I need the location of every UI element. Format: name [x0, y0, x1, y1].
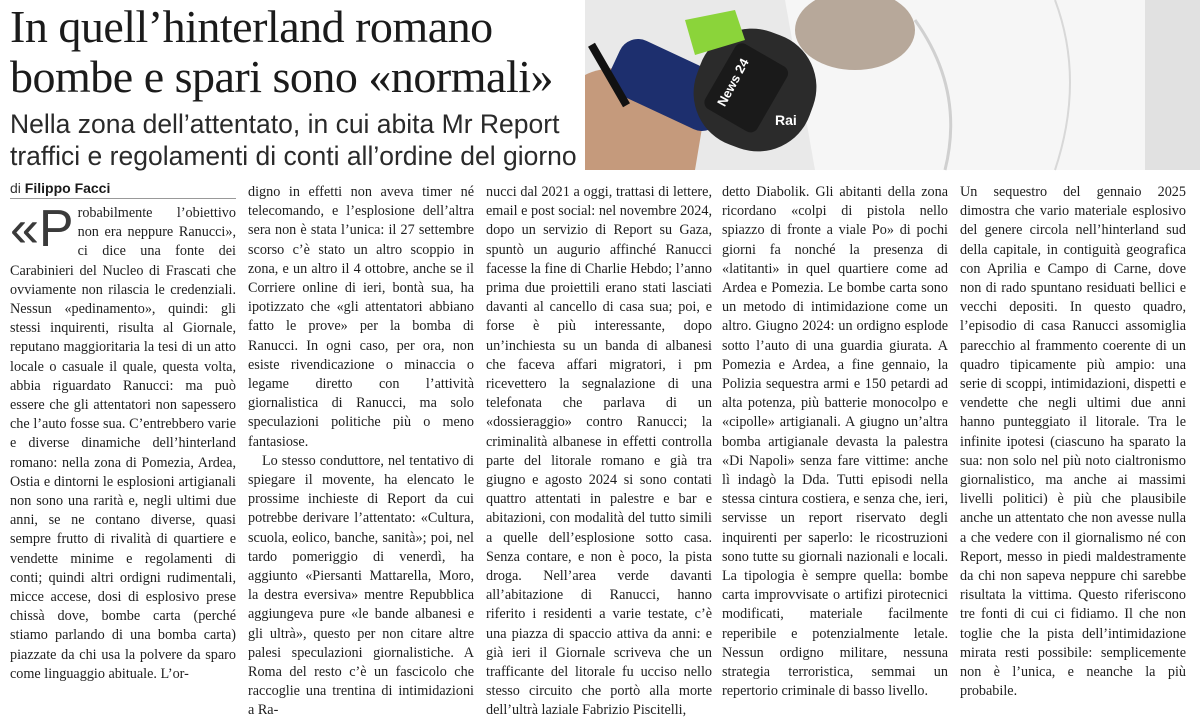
dropcap-quote: « [10, 200, 39, 258]
photo-illustration [585, 0, 1200, 170]
article-column-3 [486, 183, 712, 719]
headline [10, 2, 590, 102]
byline [10, 180, 236, 199]
news-photo [585, 0, 1200, 170]
mic-logo-text: Rai [775, 112, 797, 128]
article-column-4 [722, 183, 948, 700]
byline-prefix: di [10, 180, 21, 196]
article-column-1 [10, 200, 236, 682]
column-3-text: nucci dal 2021 a oggi, trattasi di lettere, email e post social: nel novembre 2024, dopo un servizio di Report su Gaza, spuntò un augurio affinché Ranucci facesse la fine di Charlie Hebdo; l’anno prima due proiettili erano stati lasciati davanti al cancello di casa sua; poi, e forse è più interessante, dopo un’inchiesta su un banda di albanesi che faceva affari migratori, i pm ricevettero la segnalazione di una telefonata che parlava di un «dossieraggio» contro Ranucci; la criminalità albanese in effetti controlla parte del litorale romano e già tra giugno e agosto 2024 si sono contati quattro attentati in palestre e bar e abitazioni, con modalità del tutto simili a quelle dell’esplosione sotto casa. Senza contare, e non è poco, la pista droga. Nell’area verde davanti all’abitazione di Ranucci, hanno riferito i residenti a varie testate, c’è una piazza di spaccio attiva da anni: e già ieri il Giornale scriveva che un trafficante del litorale fu ucciso nello stesso circuito che portò alla morte dell’ultrà laziale Fabrizio Piscitelli, [486, 184, 712, 719]
subheadline-line-2: traffici e regolamenti di conti all’ordine del giorno [10, 141, 577, 171]
column-2-paragraph-1: digno in effetti non aveva timer né telecomando, e l’esplosione dell’altra sera non è stata l’unica: il 27 settembre scorso c’è stato un altro scoppio in zona, e un altro il 4 ottobre, anche se il Corriere online di ieri, bontà sua, ha ipotizzato che «gli attentatori abbiano fatto le prove» per la bomba di Ranucci. In ogni caso, per ora, non esiste rivendicazione o minaccia o legame diretto con l’attività giornalistica di Ranucci, ma solo speculazioni politiche più o meno fantasiose. [248, 184, 474, 450]
column-4-text: detto Diabolik. Gli abitanti della zona ricordano «colpi di pistola nello spiazzo di fronte a viale Po» di pochi giorni fa nonché la presenza di «latitanti» in quel quartiere come ad Ardea e Pomezia. Le bombe carta sono un metodo di intimidazione come un altro. Giugno 2024: un ordigno esplode sotto l’auto di una guardia giurata. A Pomezia e Ardea, a fine gennaio, la Polizia sequestra armi e 150 petardi ad alta potenza, più batterie monocolpo e «cipolle» artigianali. A giugno un’altra bomba artigianale devasta la palestra «Di Napoli» senza fare vittime: anche lì indagò la Dda. Tutti episodi nella stessa cintura costiera, e senza che, ieri, servisse un report riservato degli inquirenti per saperlo: le ricostruzioni sono tutte su giornali nazionali e locali. La tipologia è sempre quella: bombe carta improvvisate o artifizi pirotecnici modificati, materiale facilmente reperibile e potenzialmente letale. Nessun ordigno militare, nessuna strategia terroristica, semmai un repertorio criminale di basso livello. [722, 184, 948, 700]
dropcap [10, 200, 74, 258]
column-2-paragraph-2: Lo stesso conduttore, nel tentativo di spiegare il movente, ha elencato le prossime inchieste di Report da cui potrebbe derivare l’attentato: «Cultura, scuola, eolico, banche, sanità»; poi, nel tardo pomeriggio di venerdì, ha aggiunto «Piersanti Mattarella, Moro, la destra eversiva» mentre Repubblica aggiungeva pure «le bande albanesi e gli ultrà», questo per non citare altre palesi speculazioni giornalistiche. A Roma del resto c’è un fascicolo che raccoglie una trentina di intimidazioni a Ra- [248, 452, 474, 719]
headline-line-1: In quell’hinterland romano [10, 1, 493, 52]
column-5-text: Un sequestro del gennaio 2025 dimostra che vario materiale esplosivo del genere circola nell’hinterland sud della capitale, in contiguità geografica con Aprilia e Campo di Carne, dove non di rado spuntano residuati bellici e vecchi depositi. In questo quadro, l’episodio di casa Ranucci assomiglia parecchio al frammento coerente di un quadro tipicamente più ampio: una serie di scoppi, intimidazioni, dispetti e vendette che negli ultimi due anni hanno punteggiato il litorale. Tra le infinite ipotesi (ciascuno ha sparato la sua: non solo nel più noto cialtronismo giornalistico, ma anche ai massimi livelli politici) è più che plausibile anche un attentato che non avesse nulla a che vedere con il giornalismo né con Report, messo in piedi maldestramente da chi non sapeva neppure chi sarebbe risultata la vittima. Questo riferiscono tre fonti di cui ci fidiamo. Il che non toglie che la pista dell’intimidazione mirata resti possibile: semplicemente non è l’unica, e neanche la più probabile. [960, 184, 1186, 700]
dropcap-letter: P [38, 200, 74, 258]
headline-line-2: bombe e spari sono «normali» [10, 51, 554, 102]
column-1-text: robabilmente l’obiettivo non era neppure Ranucci», ci dice una fonte dei Carabinieri del Nucleo di Frascati che ovviamente non rilascia le credenziali. Nessun «pedinamento», quindi: gli stessi inquirenti, risulta al Giornale, reputano maggioritaria la tesi di un atto locale o casuale il quale, questa volta, abbia riguardato Ranucci: ma può essere che gli attentatori non sapessero che l’auto fosse sua. C’entrebbero varie e diverse dinamiche dell’hinterland romano: nella zona di Pomezia, Ardea, Ostia e dintorni le esplosioni artigianali non sono una rarità e, negli ultimi due anni, se ne contano diverse, quasi sempre frutto di rivalità di quartiere e vendette minime e regolamenti di conti; quindi altri ordigni rudimentali, micce accese, dosi di esplosivo prese chissà dove, bombe carta (perché stiamo parlando di una bomba carta) piazzate da chi usa la polvere da sparo come linguaggio abituale. L’or- [10, 205, 236, 682]
mic-brand-text: News 24 [714, 55, 752, 109]
article-column-2 [248, 183, 474, 719]
byline-author: Filippo Facci [24, 180, 111, 196]
article-column-5 [960, 183, 1186, 700]
subheadline-line-1: Nella zona dell’attentato, in cui abita Mr Report [10, 109, 560, 139]
subheadline [10, 108, 585, 172]
